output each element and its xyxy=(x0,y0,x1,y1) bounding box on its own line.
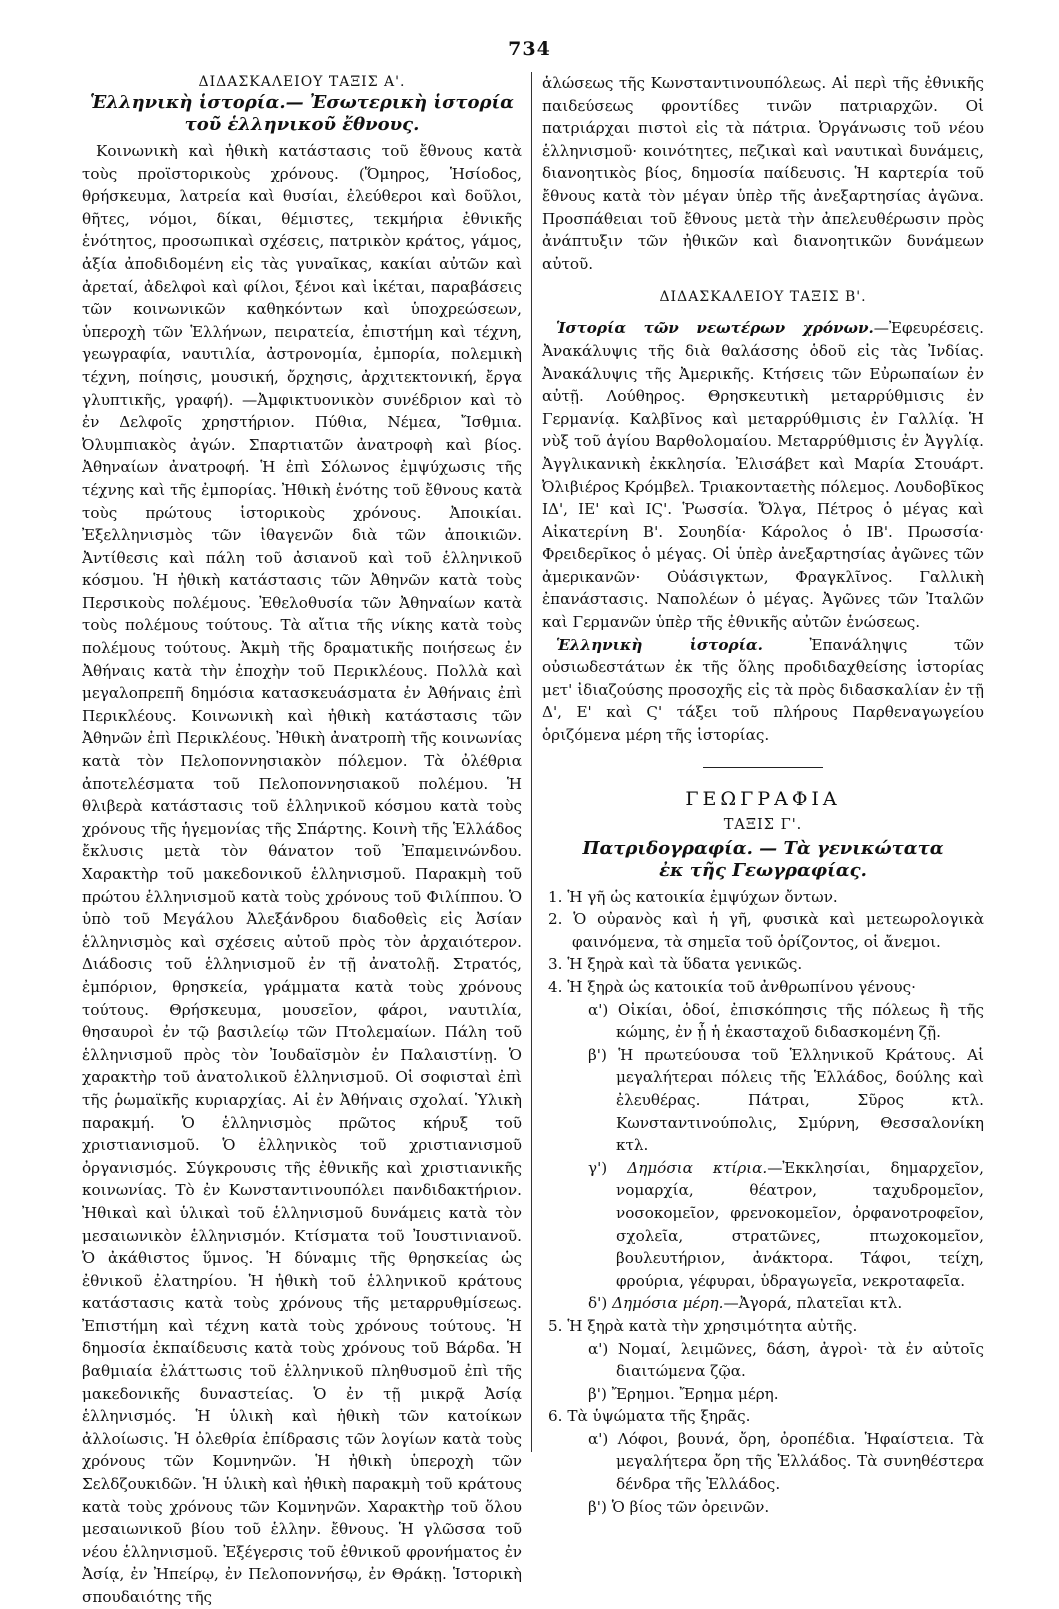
sub-item-label: γ') xyxy=(588,1158,608,1177)
list-item: 2. Ὁ οὐρανὸς καὶ ἡ γῆ, φυσικὰ καὶ μετεωρολογικὰ φαινόμενα, τὰ σημεῖα τοῦ ὁρίζοντος, οἱ ἄνεμοι. xyxy=(548,910,984,951)
sub-item-italic: Δημόσια κτίρια. xyxy=(627,1158,768,1177)
greek-history-title-line1: Ἑλληνικὴ ἱστορία.— Ἐσωτερικὴ ἱστορία xyxy=(89,92,515,113)
sub-item xyxy=(542,1157,984,1293)
sub-item-italic: Δημόσια μέρη. xyxy=(612,1294,724,1313)
class-b-header: ΔΙΔΑΣΚΑΛΕΙΟΥ ΤΑΞΙΣ Β'. xyxy=(659,289,867,306)
list-item: 4. Ἡ ξηρὰ ὡς κατοικία τοῦ ἀνθρωπίνου γένους· xyxy=(548,978,917,996)
sub-item xyxy=(542,1428,984,1496)
sub-item xyxy=(542,1292,984,1315)
list-item: 3. Ἡ ξηρὰ καὶ τὰ ὕδατα γενικῶς. xyxy=(548,955,803,974)
modern-history-title: Ἱστορία τῶν νεωτέρων χρόνων. xyxy=(556,319,874,338)
right-column xyxy=(542,72,984,1518)
left-column xyxy=(82,72,522,1609)
greek-history-title: Ἑλληνικὴ ἱστορία. xyxy=(556,635,763,654)
patridography-heading-line2: ἐκ τῆς Γεωγραφίας. xyxy=(659,859,867,881)
page-number: 734 xyxy=(508,38,551,60)
greek-history-title-line2: τοῦ ἑλληνικοῦ ἔθνους. xyxy=(184,114,420,135)
sub-item-label: α') xyxy=(588,1429,609,1448)
sub-item-text: Ἔρημοι. Ἔρημα μέρη. xyxy=(611,1384,779,1403)
sub-item-text: —Ἀγορά, πλατεῖαι κτλ. xyxy=(723,1294,903,1313)
section-separator xyxy=(703,767,823,768)
sub-item-label: β') xyxy=(588,1384,607,1403)
sub-item-text: —Ἐκκλησίαι, δημαρχεῖον, νομαρχία, θέατρον, ταχυδρομεῖον, νοσοκομεῖον, φρενοκομεῖον, ὀρφανοτροφεῖον, σχολεῖα, στρατῶνες, πτωχοκομεῖον, βουλευτήριον, ἀνάκτορα. Τάφοι, τείχη, φρούρια, γέφυραι, ὑδραγωγεῖα, νεκροταφεῖα. xyxy=(616,1158,984,1290)
sub-item xyxy=(542,1044,984,1157)
sub-item-text: Οἰκίαι, ὁδοί, ἐπισκόπησις τῆς πόλεως ἢ τῆς κώμης, ἐν ᾗ ἡ ἑκασταχοῦ διδασκομένη ζῇ. xyxy=(616,1000,984,1042)
geography-class: ΤΑΞΙΣ Γ'. xyxy=(723,816,803,833)
sub-item-text: Νομαί, λειμῶνες, δάση, ἀγροὶ· τὰ ἐν αὐτοῖς διαιτώμενα ζῷα. xyxy=(616,1339,985,1381)
greek-history-paragraph xyxy=(542,634,984,747)
sub-item xyxy=(542,999,984,1044)
sub-item xyxy=(542,1383,984,1406)
sub-item-label: β') xyxy=(588,1497,607,1516)
modern-history-paragraph xyxy=(542,317,984,633)
class-a-header: ΔΙΔΑΣΚΑΛΕΙΟΥ ΤΑΞΙΣ Α'. xyxy=(198,74,406,90)
left-body-text: Κοινωνικὴ καὶ ἠθικὴ κατάστασις τοῦ ἔθνους κατὰ τοὺς προϊστορικοὺς χρόνους. (Ὅμηρος, Ἡσίοδος, θρήσκευμα, λατρεία καὶ θυσίαι, ἐλεύθεροι καὶ δοῦλοι, θῆτες, νόμοι, δίκαι, θέμιστες, τεκμήρια ἐθνικῆς ἑνότητος, προσωπικαὶ σχέσεις, πατρικὸν κράτος, γάμος, ἀξία ἀποδιδομένη εἰς τὰς γυναῖκας, κακίαι αὐτῶν καὶ ἀρεταί, ἀδελφοὶ καὶ φίλοι, ξένοι καὶ ἱκέται, παραβάσεις τῶν κοινωνικῶν καθηκόντων καὶ ὑποχρεώσεων, ὑπεροχὴ τῶν Ἑλλήνων, πειρατεία, ἐπιστήμη καὶ τέχνη, γεωγραφία, ναυτιλία, ἀστρονομία, ἐμπορία, πολεμικὴ τέχνη, ποίησις, μουσική, ὄρχησις, ἀρχιτεκτονική, ἔργα γλυπτικῆς, γραφή). —Ἀμφικτυονικὸν συνέδριον καὶ τὸ ἐν Δελφοῖς χρηστήριον. Πύθια, Νέμεα, Ἴσθμια. Ὀλυμπιακὸς ἀγών. Σπαρτιατῶν ἀνατροφὴ καὶ βίος. Ἀθηναίων ἀνατροφή. Ἡ ἐπὶ Σόλωνος ἐμψύχωσις τῆς τέχνης καὶ τῆς ἐμπορίας. Ἠθικὴ ἑνότης τοῦ ἔθνους κατὰ τοὺς πρώτους ἱστορικοὺς χρόνους. Ἀποικίαι. Ἐξελληνισμὸς τῶν ἰθαγενῶν διὰ τῶν ἀποικιῶν. Ἀντίθεσις καὶ πάλη τοῦ ἀσιανοῦ καὶ τοῦ ἑλληνικοῦ κόσμου. Ἡ ἠθικὴ κατάστασις τῶν Ἀθηνῶν κατὰ τοὺς Περσικοὺς πολέμους. Ἐθελοθυσία τῶν Ἀθηναίων κατὰ τοὺς πολέμους τούτους. Τὰ αἴτια τῆς νίκης κατὰ τοὺς πολέμους τούτους. Ἀκμὴ τῆς δραματικῆς ποιήσεως ἐν Ἀθήναις κατὰ τὴν ἐποχὴν τοῦ Περικλέους. Πολλὰ καὶ μεγαλοπρεπῆ δημόσια κατασκευάσματα ἐν Ἀθήναις ἐπὶ Περικλέους. Κοινωνικὴ καὶ ἠθικὴ κατάστασις τῶν Ἀθηνῶν ἐπὶ Περικλέους. Ἠθικὴ ἀνατροπὴ τῆς κοινωνίας κατὰ τὸν Πελοποννησιακὸν πόλεμον. Τὰ ὀλέθρια ἀποτελέσματα τοῦ Πελοποννησιακοῦ πολέμου. Ἡ θλιβερὰ κατάστασις τοῦ ἑλληνικοῦ κόσμου κατὰ τοὺς χρόνους τῆς ἡγεμονίας τῆς Σπάρτης. Κοινὴ τῆς Ἑλλάδος ἔκλυσις μετὰ τὸν θάνατον τοῦ Ἐπαμεινώνδου. Χαρακτὴρ τοῦ μακεδονικοῦ ἑλληνισμοῦ. Παρακμὴ τοῦ πρώτου ἑλληνισμοῦ κατὰ τοὺς χρόνους τοῦ Φιλίππου. Ὁ ὑπὸ τοῦ Μεγάλου Ἀλεξάνδρου διαδοθεὶς εἰς Ἀσίαν ἑλληνισμὸς καὶ σχέσεις αὐτοῦ πρὸς τὸν ἀρχαιότερον. Διάδοσις τοῦ ἑλληνισμοῦ ἐν τῇ ἀνατολῇ. Στρατός, ἐμπόριον, θρησκεία, γράμματα κατὰ τοὺς χρόνους τούτους. Θρήσκευμα, μουσεῖον, φάροι, ναυτιλία, θησαυροὶ ἐν τῷ βασιλείῳ τῶν Πτολεμαίων. Πάλη τοῦ ἑλληνισμοῦ πρὸς τὸν Ἰουδαϊσμὸν ἐν Παλαιστίνῃ. Ὁ χαρακτὴρ τοῦ ἀνατολικοῦ ἑλληνισμοῦ. Οἱ σοφισταὶ ἐπὶ τῆς ῥωμαϊκῆς κυριαρχίας. Αἱ ἐν Ἀθήναις σχολαί. Ὑλικὴ παρακμή. Ὁ ἑλληνισμὸς πρῶτος κήρυξ τοῦ χριστιανισμοῦ. Ὁ ἑλληνικὸς τοῦ χριστιανισμοῦ ὀργανισμός. Σύγκρουσις τῆς ἐθνικῆς καὶ χριστιανικῆς κοινωνίας. Τὸ ἐν Κωνσταντινουπόλει πανδιδακτήριον. Ἠθικαὶ καὶ ὑλικαὶ τοῦ ἑλληνισμοῦ δυνάμεις κατὰ τὸν μεσαιωνικὸν ἑλληνισμόν. Κτίσματα τοῦ Ἰουστινιανοῦ. Ὁ ἀκάθιστος ὕμνος. Ἡ δύναμις τῆς θρησκείας ὡς ἐθνικοῦ ἐλατηρίου. Ἡ ἠθικὴ τοῦ ἑλληνικοῦ κράτους κατάστασις κατὰ τοὺς χρόνους τῆς μεταρρυθμίσεως. Ἐπιστήμη καὶ τέχνη κατὰ τοὺς χρόνους τούτους. Ἡ δημοσία ἐκπαίδευσις κατὰ τοὺς χρόνους τοῦ Βάρδα. Ἡ βαθμιαία ἐλάττωσις τοῦ ἑλληνικοῦ πληθυσμοῦ ἐπὶ τῆς μακεδονικῆς δυναστείας. Ὁ ἐν τῇ μικρᾷ Ἀσίᾳ ἑλληνισμός. Ἡ ὑλικὴ καὶ ἠθικὴ τῶν κατοίκων ἀλλοίωσις. Ἡ ὀλεθρία ἐπίδρασις τῶν λογίων κατὰ τοὺς χρόνους τῶν Κομνηνῶν. Ἡ ἠθικὴ ὑπεροχὴ τῶν Σελδζουκιδῶν. Ἡ ὑλικὴ καὶ ἠθικὴ παρακμὴ τοῦ κράτους κατὰ τοὺς χρόνους τῶν Κομνηνῶν. Χαρακτὴρ τοῦ ὅλου μεσαιωνικοῦ βίου τοῦ ἑλλην. ἔθνους. Ἡ γλῶσσα τοῦ νέου ἑλληνισμοῦ. Ἐξέγερσις τοῦ ἐθνικοῦ φρονήματος ἐν Ἀσίᾳ, ἐν Ἠπείρῳ, ἐν Πελοποννήσῳ, ἐν Θράκῃ. Ἱστορικὴ σπουδαιότης τῆς xyxy=(82,142,522,1606)
list-item: 5. Ἡ ξηρὰ κατὰ τὴν χρησιμότητα αὐτῆς. xyxy=(548,1316,858,1335)
sub-item-text: Ὁ βίος τῶν ὀρεινῶν. xyxy=(611,1497,770,1516)
list-item: 6. Τὰ ὑψώματα τῆς ξηρᾶς. xyxy=(548,1407,751,1426)
right-continuation-text: ἁλώσεως τῆς Κωνσταντινουπόλεως. Αἱ περὶ τῆς ἐθνικῆς παιδεύσεως φροντίδες τινῶν πατριαρχῶν. Οἱ πατριάρχαι πιστοὶ εἰς τὰ πάτρια. Ὀργάνωσις τοῦ νέου ἑλληνισμοῦ· κοινότητες, πεζικαὶ καὶ ναυτικαὶ δυνάμεις, διανοητικὸς βίος, δημοσία παίδευσις. Ἡ καρτερία τοῦ ἔθνους κατὰ τὸν μέγαν ὑπὲρ τῆς ἀνεξαρτησίας ἀγῶνα. Προσπάθειαι τοῦ ἔθνους μετὰ τὴν ἀπελευθέρωσιν πρὸς ἀνάπτυξιν τῶν ἠθικῶν καὶ διανοητικῶν δυνάμεων αὐτοῦ. xyxy=(542,74,984,273)
sub-item-label: β') xyxy=(588,1045,607,1064)
modern-history-body: —Ἐφευρέσεις. Ἀνακάλυψις τῆς διὰ θαλάσσης ὁδοῦ εἰς τὰς Ἰνδίας. Ἀνακάλυψις τῆς Ἀμερικῆς. Κτήσεις τῶν Εὐρωπαίων ἐν αὐτῇ. Λούθηρος. Θρησκευτικὴ μεταρρύθμισις ἐν Γερμανίᾳ. Καλβῖνος καὶ μεταρρύθμισις ἐν Γαλλίᾳ. Ἡ νὺξ τοῦ ἁγίου Βαρθολομαίου. Μεταρρύθμισις ἐν Ἀγγλίᾳ. Ἀγγλικανικὴ ἐκκλησία. Ἐλισάβετ καὶ Μαρία Στουάρτ. Ὀλιβιέρος Κρόμβελ. Τριακονταετὴς πόλεμος. Λουδοβῖκος ΙΔ', ΙΕ' καὶ ΙϚ'. Ῥωσσία. Ὄλγα, Πέτρος ὁ μέγας καὶ Αἰκατερίνη Β'. Σουηδία· Κάρολος ὁ ΙΒ'. Πρωσσία· Φρειδερῖκος ὁ μέγας. Οἱ ὑπὲρ ἀνεξαρτησίας ἀγῶνες τῶν ἀμερικανῶν· Οὐάσιγκτων, Φραγκλῖνος. Γαλλικὴ ἐπανάστασις. Ναπολέων ὁ μέγας. Ἀγῶνες τῶν Ἰταλῶν καὶ Γερμανῶν ὑπὲρ τῆς ἐθνικῆς αὐτῶν ἑνώσεως. xyxy=(542,319,984,632)
sub-item-text: Ἡ πρωτεύουσα τοῦ Ἑλληνικοῦ Κράτους. Αἱ μεγαλήτεραι πόλεις τῆς Ἑλλάδος, δούλης καὶ ἐλευθέρας. Πάτραι, Σῦρος κτλ. Κωνσταντινούπολις, Σμύρνη, Θεσσαλονίκη κτλ. xyxy=(616,1045,984,1155)
sub-item-label: α') xyxy=(588,1000,609,1019)
column-divider xyxy=(531,72,532,1452)
sub-item-text: Λόφοι, βουνά, ὄρη, ὀροπέδια. Ἡφαίστεια. Τὰ μεγαλήτερα ὄρη τῆς Ἑλλάδος. Τὰ συνηθέστερα δένδρα τῆς Ἑλλάδος. xyxy=(616,1429,985,1494)
geography-title: ΓΕΩΓΡΑΦΙΑ xyxy=(685,787,841,810)
patridography-heading-line1: Πατριδογραφία. — Τὰ γενικώτατα xyxy=(582,837,944,859)
sub-item-label: δ') xyxy=(588,1294,608,1313)
sub-item-label: α') xyxy=(588,1339,609,1358)
greek-history-body: Ἐπανάληψις τῶν οὐσιωδεστάτων ἐκ τῆς ὅλης προδιδαχθείσης ἱστορίας μετ' ἰδιαζούσης προσοχῆς εἰς τὰ πρὸς διδασκαλίαν ἐν τῇ Δ', Ε' καὶ Ϛ' τάξει τοῦ πλήρους Παρθεναγωγείου ὁριζόμενα μέρη τῆς ἱστορίας. xyxy=(542,635,984,745)
sub-item xyxy=(542,1496,984,1519)
sub-item xyxy=(542,1338,984,1383)
list-item: 1. Ἡ γῆ ὡς κατοικία ἐμψύχων ὄντων. xyxy=(548,887,838,906)
